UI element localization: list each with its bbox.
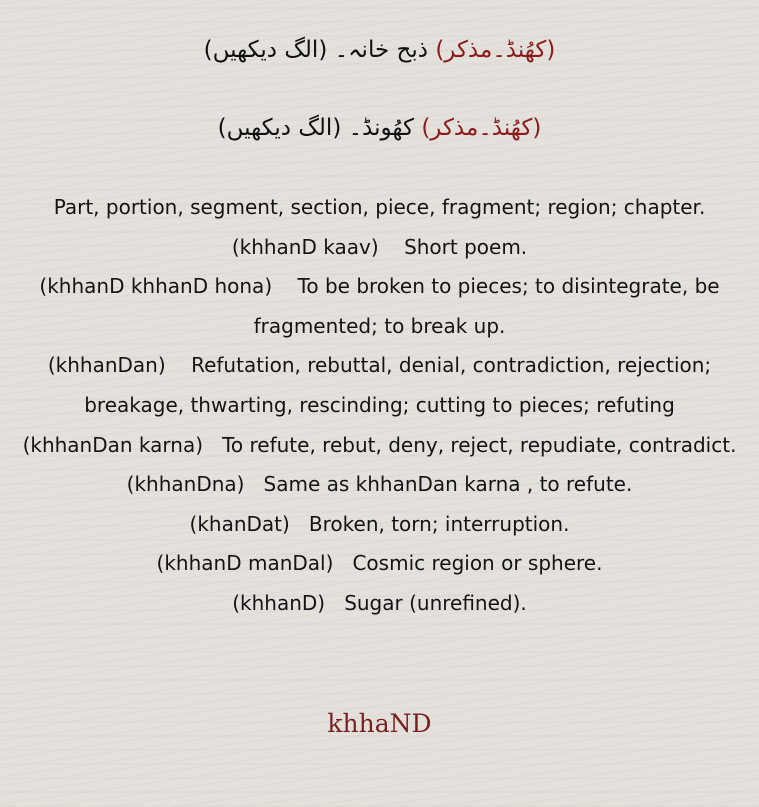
definition-text: Short poem. [404, 234, 528, 259]
definition-term: (khhanDan karna) [22, 432, 223, 457]
definition-term: (khanDat) [189, 511, 309, 536]
urdu-grammar-label: (کھُنڈ۔مذکر) [421, 115, 542, 141]
definition-text: To be broken to pieces; to disintegrate, be fragmented; to break up. [253, 274, 720, 338]
definition-text: Cosmic region or sphere. [352, 551, 603, 576]
definitions-block [12, 188, 747, 624]
urdu-meaning: ذبح خانہ۔ (الگ دیکھیں) [203, 37, 428, 63]
definition-item [12, 465, 747, 505]
definition-item [12, 228, 747, 268]
urdu-grammar-label: (کھُنڈ۔مذکر) [435, 37, 556, 63]
definition-text: Same as khhanDan karna , to refute. [263, 472, 633, 497]
definition-item [12, 505, 747, 545]
definition-item [12, 267, 747, 346]
definition-text: Part, portion, segment, section, piece, fragment; region; chapter. [53, 195, 706, 219]
definition-term: (khhanD manDal) [156, 551, 353, 576]
headword-transliteration: khhaND [327, 709, 432, 738]
definition-item [12, 346, 747, 425]
definition-item [12, 426, 747, 466]
definition-text: Broken, torn; interruption. [308, 511, 570, 536]
definition-term: (khhanDan) [47, 353, 192, 378]
definition-term: (khhanD) [232, 590, 345, 615]
definition-text: Refutation, rebuttal, denial, contradiction, rejection; breakage, thwarting, rescinding; cutting to pieces; refuting [84, 353, 712, 417]
definition-term: (khhanDna) [126, 472, 264, 497]
urdu-meaning: کھُونڈ۔ (الگ دیکھیں) [217, 115, 414, 141]
definition-item [12, 188, 747, 228]
definition-item [12, 584, 747, 624]
urdu-entry-line-1 [0, 34, 759, 66]
definition-item [12, 544, 747, 584]
definition-text: To refute, rebut, deny, reject, repudiate, contradict. [222, 432, 737, 457]
definition-text: Sugar (unrefined). [344, 590, 527, 615]
definition-term: (khhanD khhanD hona) [39, 274, 298, 299]
urdu-entry-line-2 [0, 112, 759, 144]
definition-term: (khhanD kaav) [231, 234, 405, 259]
